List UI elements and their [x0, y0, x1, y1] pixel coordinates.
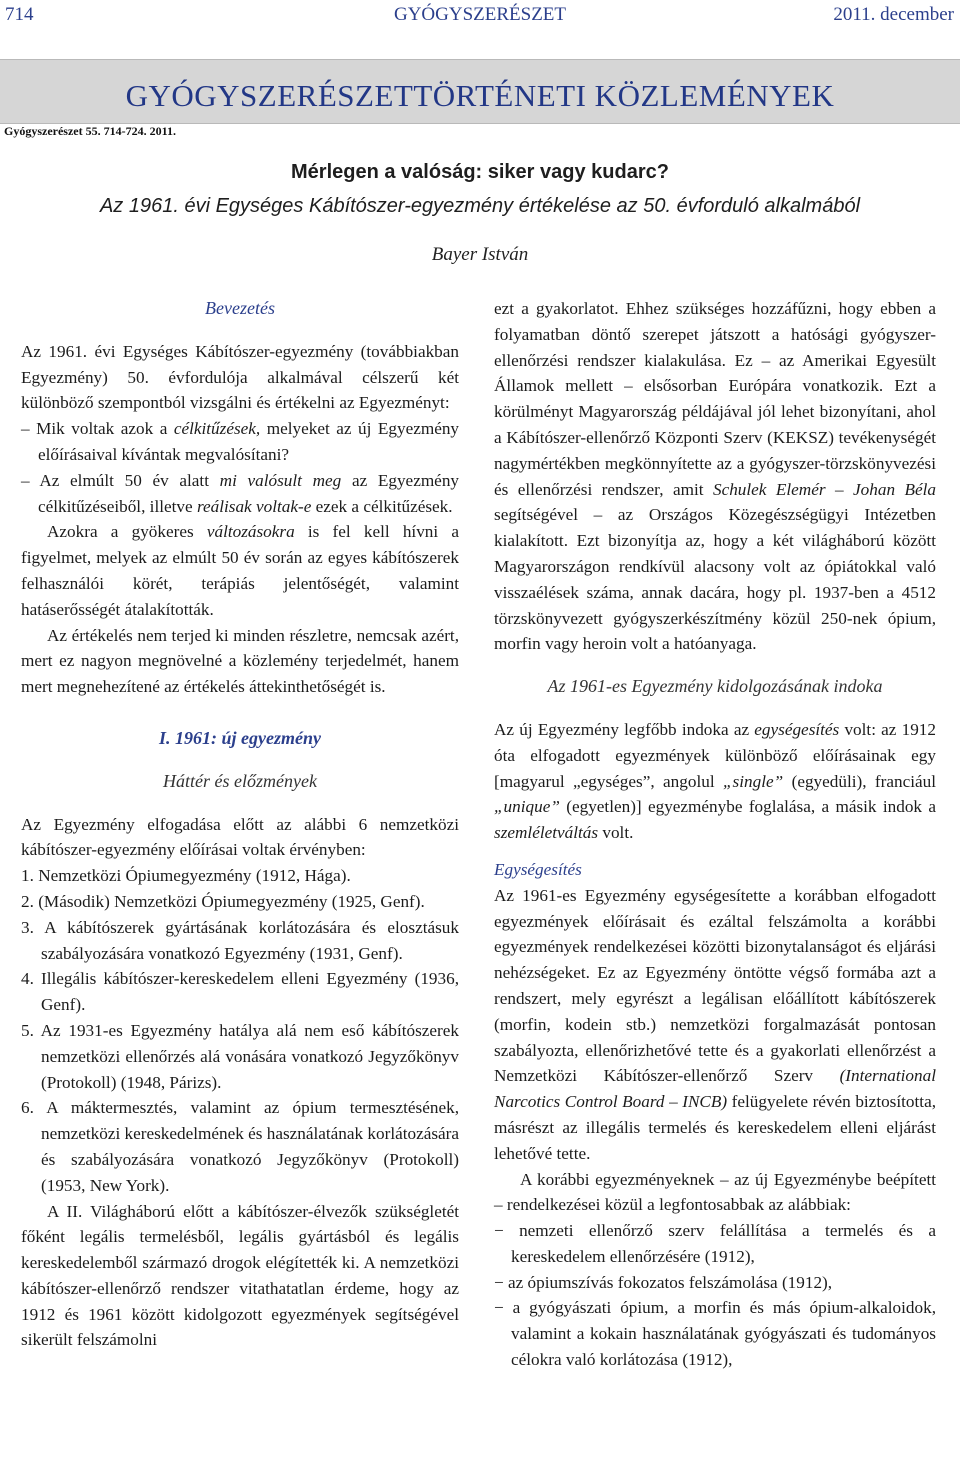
author: Bayer István: [431, 244, 529, 265]
paragraph: ezt a gyakorlatot. Ehhez szükséges hozzáfűzni, hogy ebben a folyamatban döntő szerepet játszott a hatósági gyógyszer-ellenőrzési rendszer kialakulása. Ez – az Amerikai Egyesült Államok mellett – elsősorban Európára vonatkozik. Ezt a körülményt Magyarország példájával jól lehet bizonyítani, ahol a Kábítószer-ellenőrző Központi Szerv (KEKSZ) tevékenységét nagymértékben megkönnyítette az a gyógyszer-törzskönyvezési és ellenőrzési rendszer, amit Schulek Elemér – Johan Béla segítségével – az Országos Közegészségügyi Intézetben kialakított. Ezt bizonyítja az, hogy a két világháború között Magyarországon rendkívül alacsony volt az ópiátokkal való visszaélések száma, annak dacára, hogy pl. 1937-ben a 4512 törzskönyvezett gyógyszerkészítmény közül 250-nek ópium, morfin vagy heroin volt a hatóanyaga.: [494, 299, 937, 654]
article-title: [0, 155, 960, 223]
section-heading: I. 1961: új egyezmény: [159, 727, 321, 748]
journal-name: GYÓGYSZERÉSZET: [393, 4, 567, 25]
right-column: [494, 296, 936, 1373]
paragraph: Az 1961. évi Egységes Kábítószer-egyezmény (továbbiakban Egyezmény) 50. évfordulója alkalmával célszerű két különböző szempontból vizsgálni és értékelni az Egyezményt:: [21, 341, 459, 413]
dash-item: – Az elmúlt 50 év alatt mi valósult meg az Egyezmény célkitűzéseiből, illetve reálisak voltak-e ezek a célkitűzések.: [21, 470, 460, 516]
list-item: 5. Az 1931-es Egyezmény hatálya alá nem eső kábítószerek nemzetközi ellenőrzés alá vonására vonatkozó Jegyzőkönyv (Protokoll) (1948, Párizs).: [21, 1020, 459, 1092]
paragraph: Az 1961-es Egyezmény egységesítette a korábban elfogadott egyezmények előírásait és ezáltal felszámolta a korábbi egyezmények rendelkezései közötti bizonytalanságot és eljárási nehézségeket. Ez az Egyezmény öntötte végső formába azt a rendszert, mely egyrészt a legálisan előállított kábítószerek (morfin, kodein stb.) nemzetközi forgalmazását pontosan szabályozta, ellenőrizhetővé tette és a gyakorlati ellenőrzést a Nemzetközi Kábítószer-ellenőrző Szerv (International Narcotics Control Board – INCB) felügyelete révén biztosította, másrészt az illegális termelés és kereskedelem elleni eljárást lehetővé tette.: [494, 885, 936, 1163]
running-header: [0, 4, 960, 30]
page-number: 714: [5, 4, 34, 25]
paragraph: Azokra a gyökeres változásokra is fel kell hívni a figyelmet, melyek az elmúlt 50 év során az egyes kábítószerek felhasználói körét, terápiás jelentőségét, valamint hatáserősségét átalakították.: [21, 522, 459, 619]
citation: Gyógyszerészet 55. 714-724. 2011.: [4, 124, 176, 138]
list-item: 3. A kábítószerek gyártásának korlátozására és elosztásuk szabályozására vonatkozó Egyezmény (1931, Genf).: [21, 917, 459, 963]
heading-introduction: Bevezetés: [205, 298, 275, 318]
bullet-item: − nemzeti ellenőrző szerv felállítása a termelés és a kereskedelem ellenőrzésére (1912),: [494, 1221, 936, 1266]
subsection-heading: Az 1961-es Egyezmény kidolgozásának indoka: [547, 676, 883, 697]
dash-item: – Mik voltak azok a célkitűzések, melyeket az új Egyezmény előírásaival kívántak megvalósítani?: [21, 419, 460, 464]
bullet-item: − az ópiumszívás fokozatos felszámolása (1912),: [494, 1272, 833, 1292]
list-item: 2. (Második) Nemzetközi Ópiumegyezmény (1925, Genf).: [21, 891, 425, 911]
list-item: 6. A máktermesztés, valamint az ópium termesztésének, nemzetközi kereskedelmének és használatának korlátozására és szabályozására vonatkozó Jegyzőkönyv (Protokoll) (1953, New York).: [21, 1098, 460, 1195]
subsection-heading: Háttér és előzmények: [163, 770, 317, 791]
paragraph: Az új Egyezmény legfőbb indoka az egységesítés volt: az 1912 óta elfogadott egyezmények különböző előírásainak egy [magyarul „egységes”, angolul „single” (egyedüli), franciául „unique” (egyetlen)] egyezménybe foglalása, a másik indok a szemléletváltás volt.: [494, 719, 936, 843]
bullet-item: − a gyógyászati ópium, a morfin és más ópium-alkaloidok, valamint a kokain használatának gyógyászati és tudományos célokra való korlátozása (1912),: [494, 1298, 936, 1370]
list-item: 4. Illegális kábítószer-kereskedelem elleni Egyezmény (1936, Genf).: [21, 969, 459, 1015]
paragraph: A II. Világháború előtt a kábítószer-élvezők szükségletét főként legális termelésből, legális gyártásból és legális kereskedelemből származó drogok elégítették ki. A nemzetközi kábítószer-ellenőrző rendszer vitathatatlan érdeme, hogy az 1912 és 1961 között kidolgozott egyezmények segítségével sikerült felszámolni: [21, 1201, 459, 1350]
title-line-1: Mérlegen a valóság: siker vagy kudarc?: [291, 161, 669, 183]
section-banner-title: GYÓGYSZERÉSZETTÖRTÉNETI KÖZLEMÉNYEK: [125, 78, 835, 113]
paragraph: Az Egyezmény elfogadása előtt az alábbi 6 nemzetközi kábítószer-egyezmény előírásai voltak érvényben:: [21, 814, 459, 860]
title-line-2: Az 1961. évi Egységes Kábítószer-egyezmény értékelése az 50. évforduló alkalmából: [99, 195, 861, 217]
list-item: 1. Nemzetközi Ópiumegyezmény (1912, Hága).: [21, 866, 351, 886]
issue-date: 2011. december: [833, 4, 954, 25]
paragraph: Az értékelés nem terjed ki minden részletre, nemcsak azért, mert ez nagyon megnövelné a közlemény terjedelmét, hanem mert megnehezítené az értékelés áttekinthetőségét is.: [21, 625, 459, 697]
paragraph: A korábbi egyezményeknek – az új Egyezménybe beépített – rendelkezései közül a legfontosabbak az alábbiak:: [494, 1169, 936, 1215]
side-heading: Egységesítés: [494, 859, 582, 879]
left-column: [21, 296, 459, 1353]
